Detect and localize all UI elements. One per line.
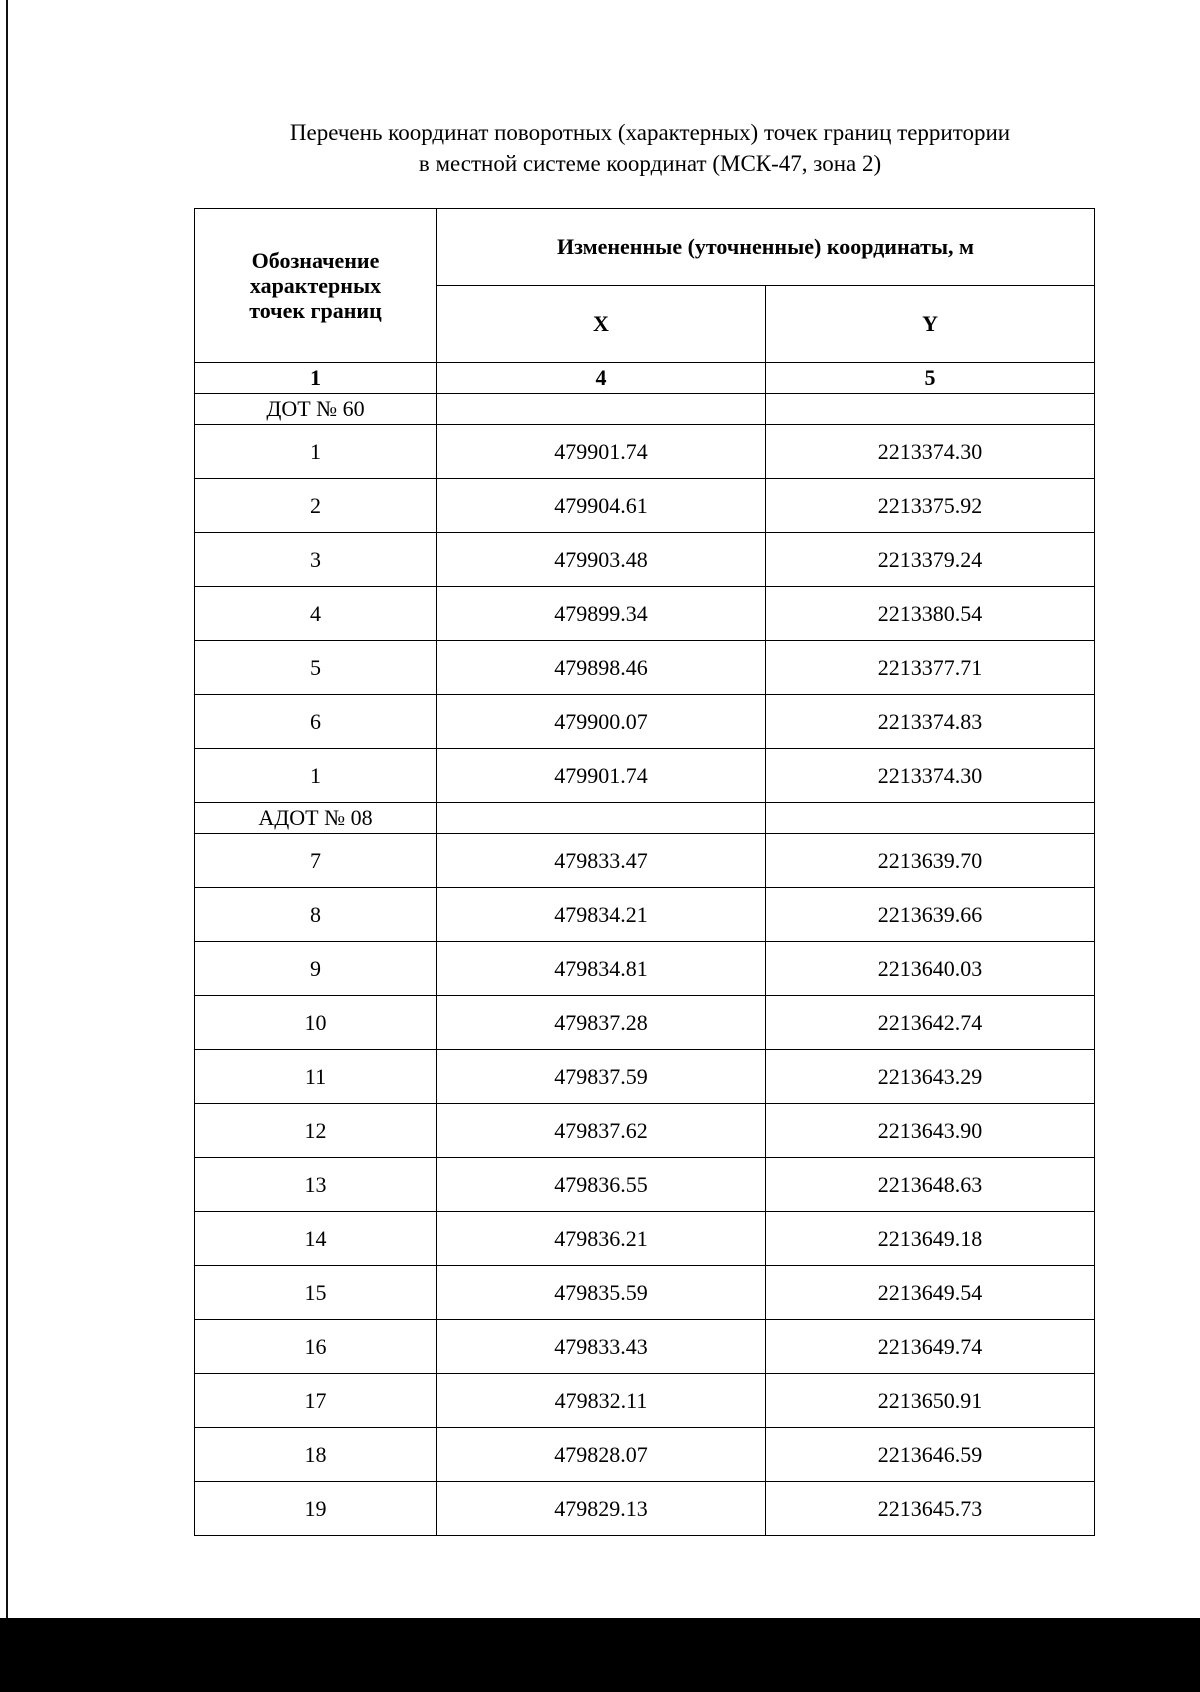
scan-left-edge xyxy=(6,0,8,1620)
cell-x: 479901.74 xyxy=(437,749,766,803)
cell-point: 18 xyxy=(195,1428,437,1482)
cell-x: 479833.43 xyxy=(437,1320,766,1374)
table-row xyxy=(195,996,1095,1050)
cell-y: 2213649.18 xyxy=(766,1212,1095,1266)
cell-y: 2213377.71 xyxy=(766,641,1095,695)
table-row xyxy=(195,1050,1095,1104)
title-line-2: в местной системе координат (МСК-47, зона 2) xyxy=(418,151,882,176)
table-row xyxy=(195,942,1095,996)
table-row xyxy=(195,1212,1095,1266)
cell-x: 479836.21 xyxy=(437,1212,766,1266)
cell-x: 479834.21 xyxy=(437,888,766,942)
group-empty-cell xyxy=(437,803,766,834)
group-label: ДОТ № 60 xyxy=(195,394,437,425)
cell-x: 479836.55 xyxy=(437,1158,766,1212)
header-designation-line-1: Обозначение xyxy=(251,248,380,273)
table-row xyxy=(195,1320,1095,1374)
table-row xyxy=(195,641,1095,695)
cell-x: 479899.34 xyxy=(437,587,766,641)
table-row xyxy=(195,834,1095,888)
cell-x: 479837.62 xyxy=(437,1104,766,1158)
cell-point: 10 xyxy=(195,996,437,1050)
cell-point: 12 xyxy=(195,1104,437,1158)
table-row xyxy=(195,425,1095,479)
table-row xyxy=(195,749,1095,803)
header-y: Y xyxy=(766,286,1095,363)
table-row xyxy=(195,1158,1095,1212)
cell-point: 19 xyxy=(195,1482,437,1536)
cell-y: 2213374.83 xyxy=(766,695,1095,749)
cell-x: 479833.47 xyxy=(437,834,766,888)
cell-y: 2213380.54 xyxy=(766,587,1095,641)
cell-y: 2213374.30 xyxy=(766,749,1095,803)
cell-y: 2213374.30 xyxy=(766,425,1095,479)
column-number: 1 xyxy=(195,363,437,394)
header-designation xyxy=(195,209,437,363)
column-numbers-row xyxy=(195,363,1095,394)
cell-x: 479898.46 xyxy=(437,641,766,695)
table-row xyxy=(195,1482,1095,1536)
cell-point: 6 xyxy=(195,695,437,749)
cell-x: 479901.74 xyxy=(437,425,766,479)
cell-y: 2213649.74 xyxy=(766,1320,1095,1374)
document-title xyxy=(150,117,1150,179)
cell-point: 17 xyxy=(195,1374,437,1428)
table-row xyxy=(195,479,1095,533)
table-row xyxy=(195,1266,1095,1320)
table-row xyxy=(195,888,1095,942)
cell-y: 2213645.73 xyxy=(766,1482,1095,1536)
group-empty-cell xyxy=(766,803,1095,834)
group-empty-cell xyxy=(437,394,766,425)
column-number: 5 xyxy=(766,363,1095,394)
cell-point: 4 xyxy=(195,587,437,641)
cell-x: 479834.81 xyxy=(437,942,766,996)
header-designation-line-2: характерных xyxy=(249,273,382,298)
coordinates-table xyxy=(194,208,1095,1536)
cell-x: 479904.61 xyxy=(437,479,766,533)
cell-point: 8 xyxy=(195,888,437,942)
header-coordinates: Измененные (уточненные) координаты, м xyxy=(437,209,1095,286)
cell-x: 479837.59 xyxy=(437,1050,766,1104)
header-designation-line-3: точек границ xyxy=(249,298,382,323)
cell-x: 479903.48 xyxy=(437,533,766,587)
cell-y: 2213642.74 xyxy=(766,996,1095,1050)
column-number: 4 xyxy=(437,363,766,394)
table-row xyxy=(195,533,1095,587)
cell-x: 479829.13 xyxy=(437,1482,766,1536)
cell-x: 479828.07 xyxy=(437,1428,766,1482)
group-empty-cell xyxy=(766,394,1095,425)
cell-point: 13 xyxy=(195,1158,437,1212)
cell-y: 2213650.91 xyxy=(766,1374,1095,1428)
cell-y: 2213640.03 xyxy=(766,942,1095,996)
cell-point: 15 xyxy=(195,1266,437,1320)
cell-y: 2213649.54 xyxy=(766,1266,1095,1320)
cell-y: 2213639.66 xyxy=(766,888,1095,942)
table-row xyxy=(195,1428,1095,1482)
cell-y: 2213643.90 xyxy=(766,1104,1095,1158)
cell-y: 2213643.29 xyxy=(766,1050,1095,1104)
table-row xyxy=(195,587,1095,641)
cell-x: 479900.07 xyxy=(437,695,766,749)
cell-point: 5 xyxy=(195,641,437,695)
cell-y: 2213639.70 xyxy=(766,834,1095,888)
table-row xyxy=(195,695,1095,749)
cell-x: 479832.11 xyxy=(437,1374,766,1428)
cell-point: 16 xyxy=(195,1320,437,1374)
cell-point: 14 xyxy=(195,1212,437,1266)
table-header-row xyxy=(195,209,1095,286)
cell-point: 1 xyxy=(195,749,437,803)
cell-point: 2 xyxy=(195,479,437,533)
table-row xyxy=(195,1374,1095,1428)
header-x: X xyxy=(437,286,766,363)
cell-y: 2213379.24 xyxy=(766,533,1095,587)
cell-point: 7 xyxy=(195,834,437,888)
cell-x: 479837.28 xyxy=(437,996,766,1050)
cell-point: 1 xyxy=(195,425,437,479)
group-row xyxy=(195,394,1095,425)
cell-y: 2213646.59 xyxy=(766,1428,1095,1482)
cell-y: 2213648.63 xyxy=(766,1158,1095,1212)
cell-point: 3 xyxy=(195,533,437,587)
cell-x: 479835.59 xyxy=(437,1266,766,1320)
cell-point: 9 xyxy=(195,942,437,996)
scan-bottom-band xyxy=(0,1618,1200,1692)
title-line-1: Перечень координат поворотных (характерных) точек границ территории xyxy=(289,120,1011,145)
table-row xyxy=(195,1104,1095,1158)
cell-y: 2213375.92 xyxy=(766,479,1095,533)
cell-point: 11 xyxy=(195,1050,437,1104)
group-label: АДОТ № 08 xyxy=(195,803,437,834)
group-row xyxy=(195,803,1095,834)
